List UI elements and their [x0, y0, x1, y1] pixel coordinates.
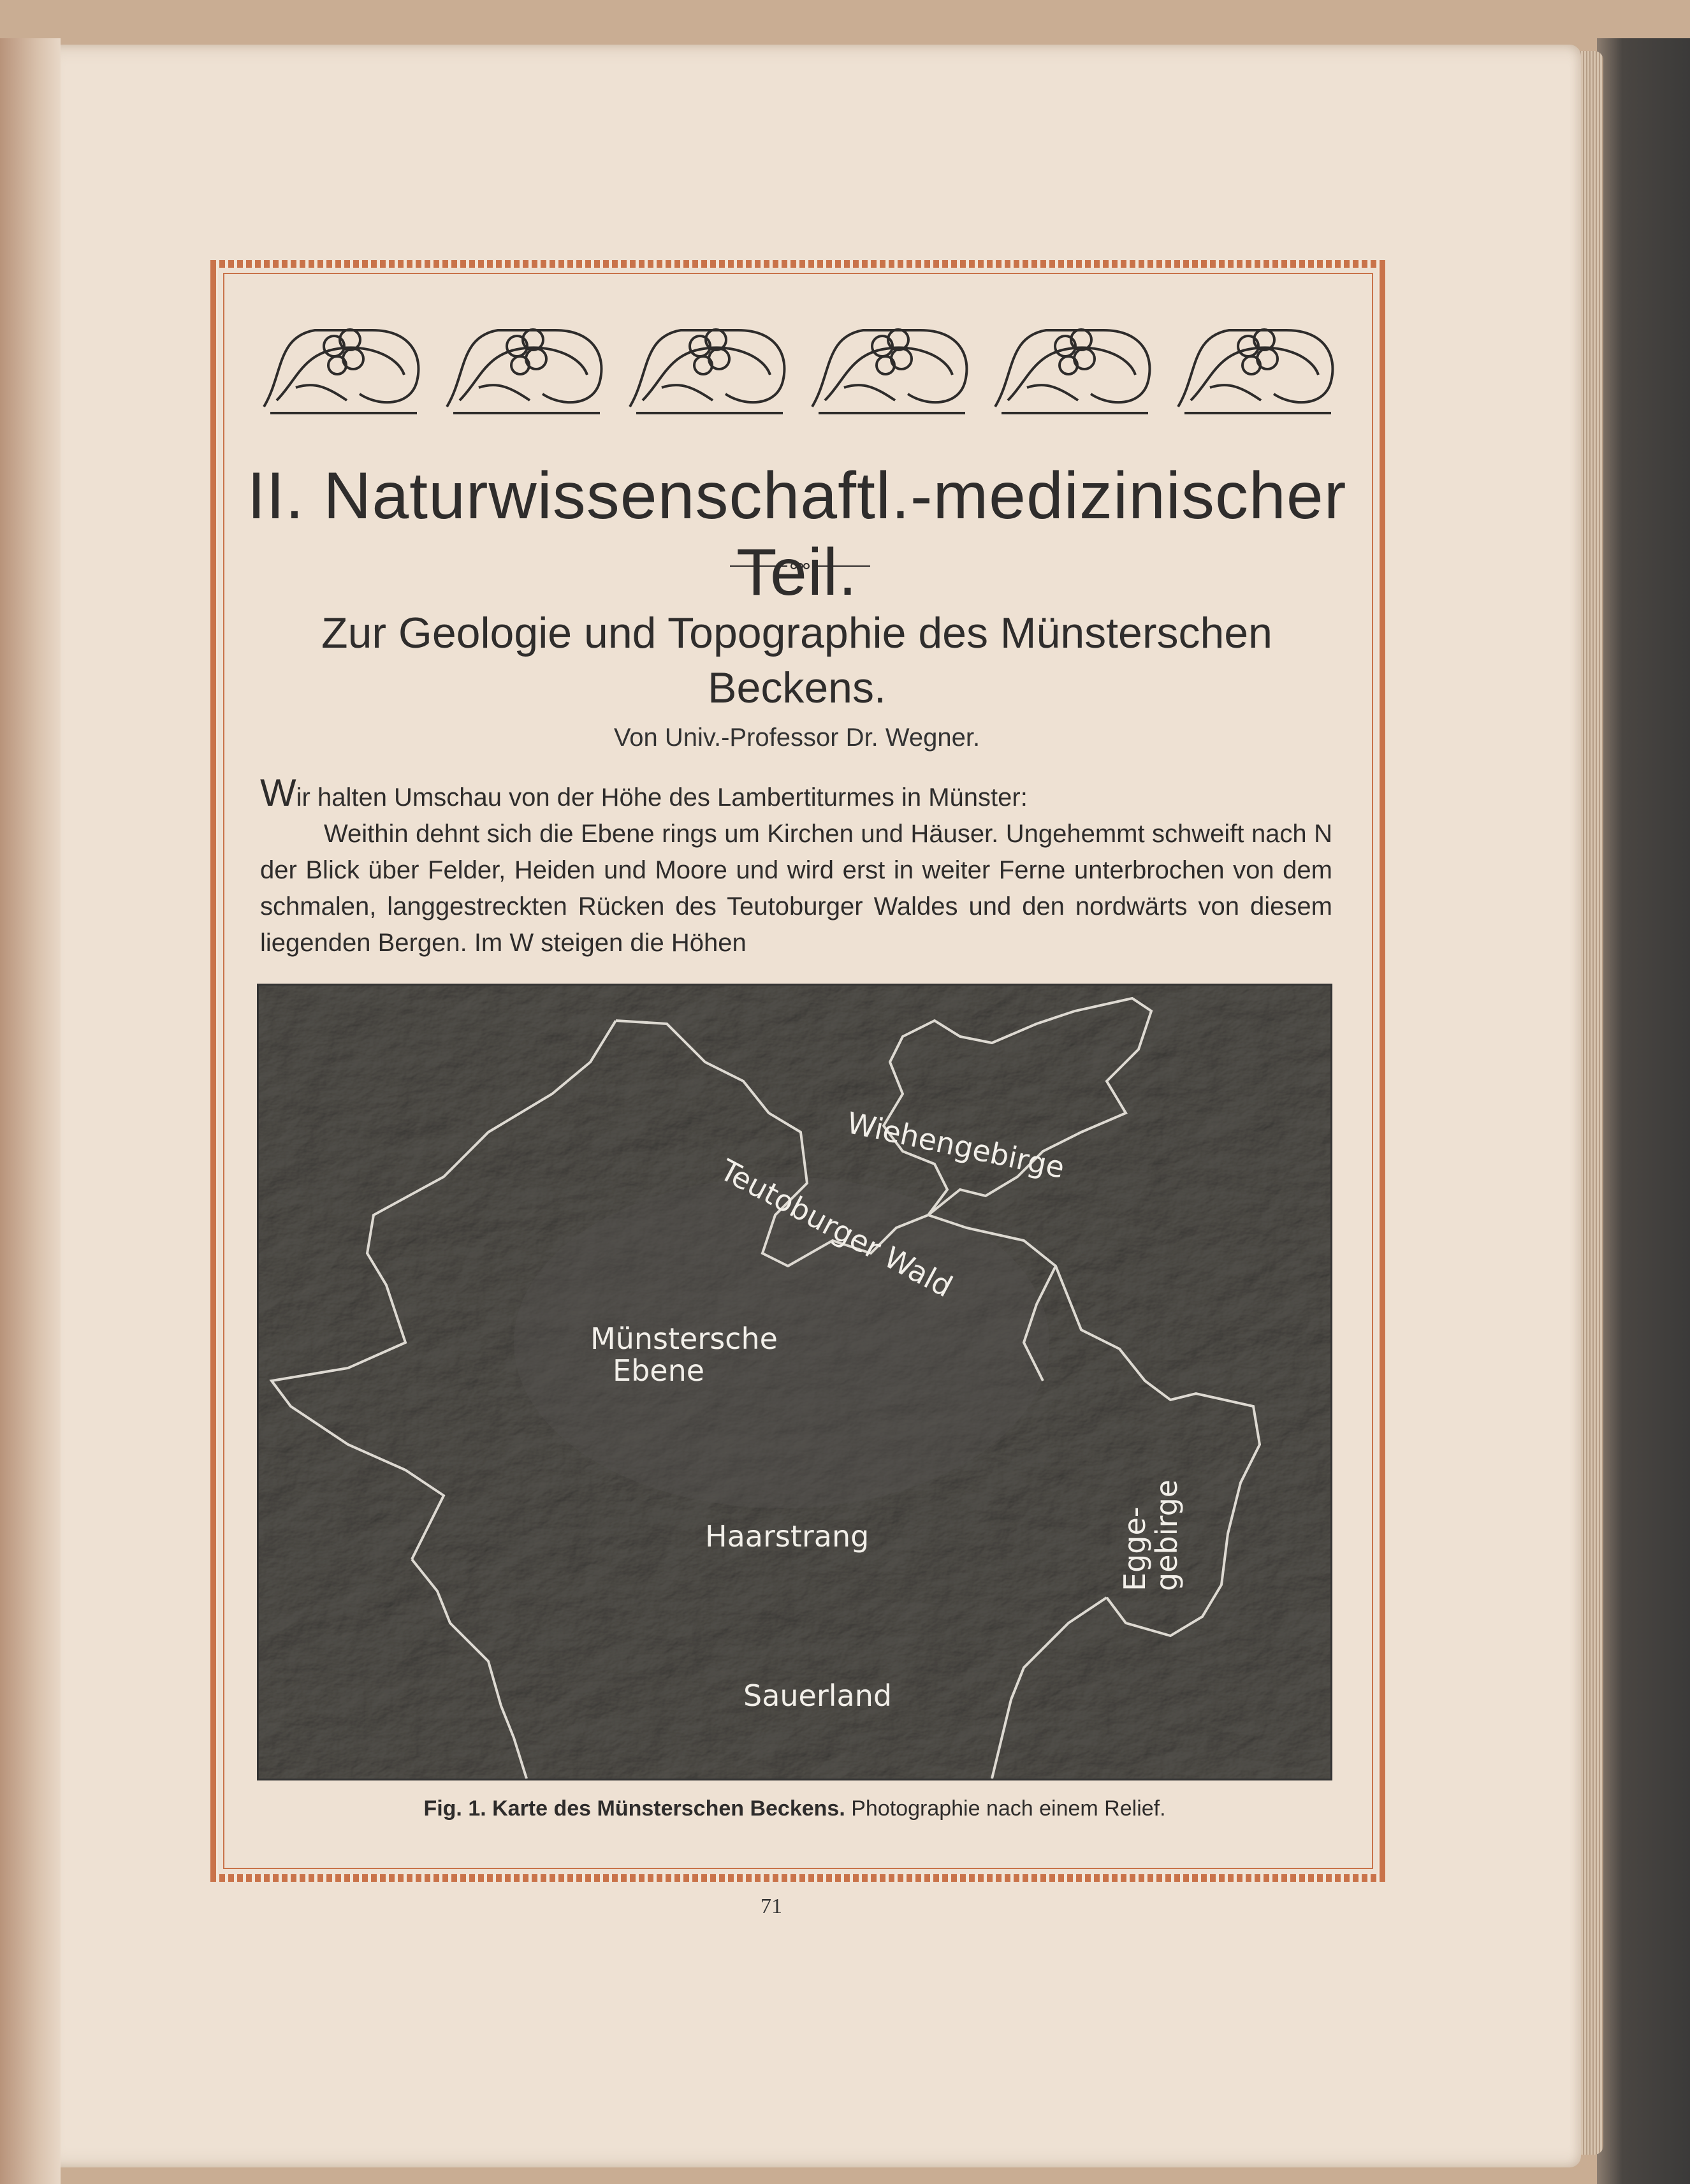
label-teutoburger-wald: Teutoburger Wald	[714, 1153, 959, 1304]
facing-page-edge	[0, 38, 61, 2184]
drop-cap: W	[260, 771, 296, 814]
floral-ornament-icon	[441, 311, 610, 419]
label-wiehengebirge: Wiehengebirge	[843, 1105, 1068, 1185]
opening-line-text: ir halten Umschau von der Höhe des Lambertiturmes in Münster:	[296, 783, 1028, 812]
page-number: 71	[761, 1895, 782, 1918]
author-byline: Von Univ.-Professor Dr. Wegner.	[613, 724, 980, 752]
title-divider	[730, 560, 870, 572]
floral-ornament-icon	[1172, 311, 1341, 419]
caption-label: Fig. 1. Karte des Münsterschen Beckens.	[423, 1796, 845, 1821]
body-paragraph: Weithin dehnt sich die Ebene rings um Kirchen und Häuser. Ungehemmt schweift nach N der Blick über Felder, Heiden und Moore und wird erst in weiter Ferne unterbrochen von dem schmalen, langgestreckten Rücken des Teutoburger Waldes und den nordwärts von diesem liegenden Bergen. Im W steigen die Höhen	[260, 820, 1332, 957]
label-sauerland: Sauerland	[743, 1678, 892, 1713]
floral-ornament-icon	[623, 311, 793, 419]
floral-ornament-icon	[806, 311, 975, 419]
relief-map-photo	[257, 984, 1332, 1780]
opening-line	[260, 771, 1332, 816]
article-title	[242, 606, 1351, 715]
relief-map	[259, 986, 1330, 1779]
article-body	[260, 771, 1332, 961]
label-ebene: Ebene	[613, 1353, 705, 1388]
article-title-line: Zur Geologie und Topographie des Münsterschen	[321, 609, 1272, 657]
label-haarstrang: Haarstrang	[705, 1519, 870, 1554]
caption-text: Photographie nach einem Relief.	[851, 1796, 1166, 1821]
label-gebirge: gebirge	[1149, 1479, 1184, 1591]
floral-ornament-icon	[258, 311, 427, 419]
label-muenstersche: Münstersche	[590, 1321, 778, 1356]
ornament-band	[258, 311, 1341, 419]
floral-ornament-icon	[989, 311, 1158, 419]
figure-caption	[257, 1796, 1332, 1821]
label-egge: Egge-	[1118, 1506, 1152, 1591]
section-title: II. Naturwissenschaftl.-medizinischer Teil.	[247, 459, 1347, 609]
book-cover-edge	[1597, 38, 1690, 2184]
article-title-line: Beckens.	[708, 664, 886, 712]
